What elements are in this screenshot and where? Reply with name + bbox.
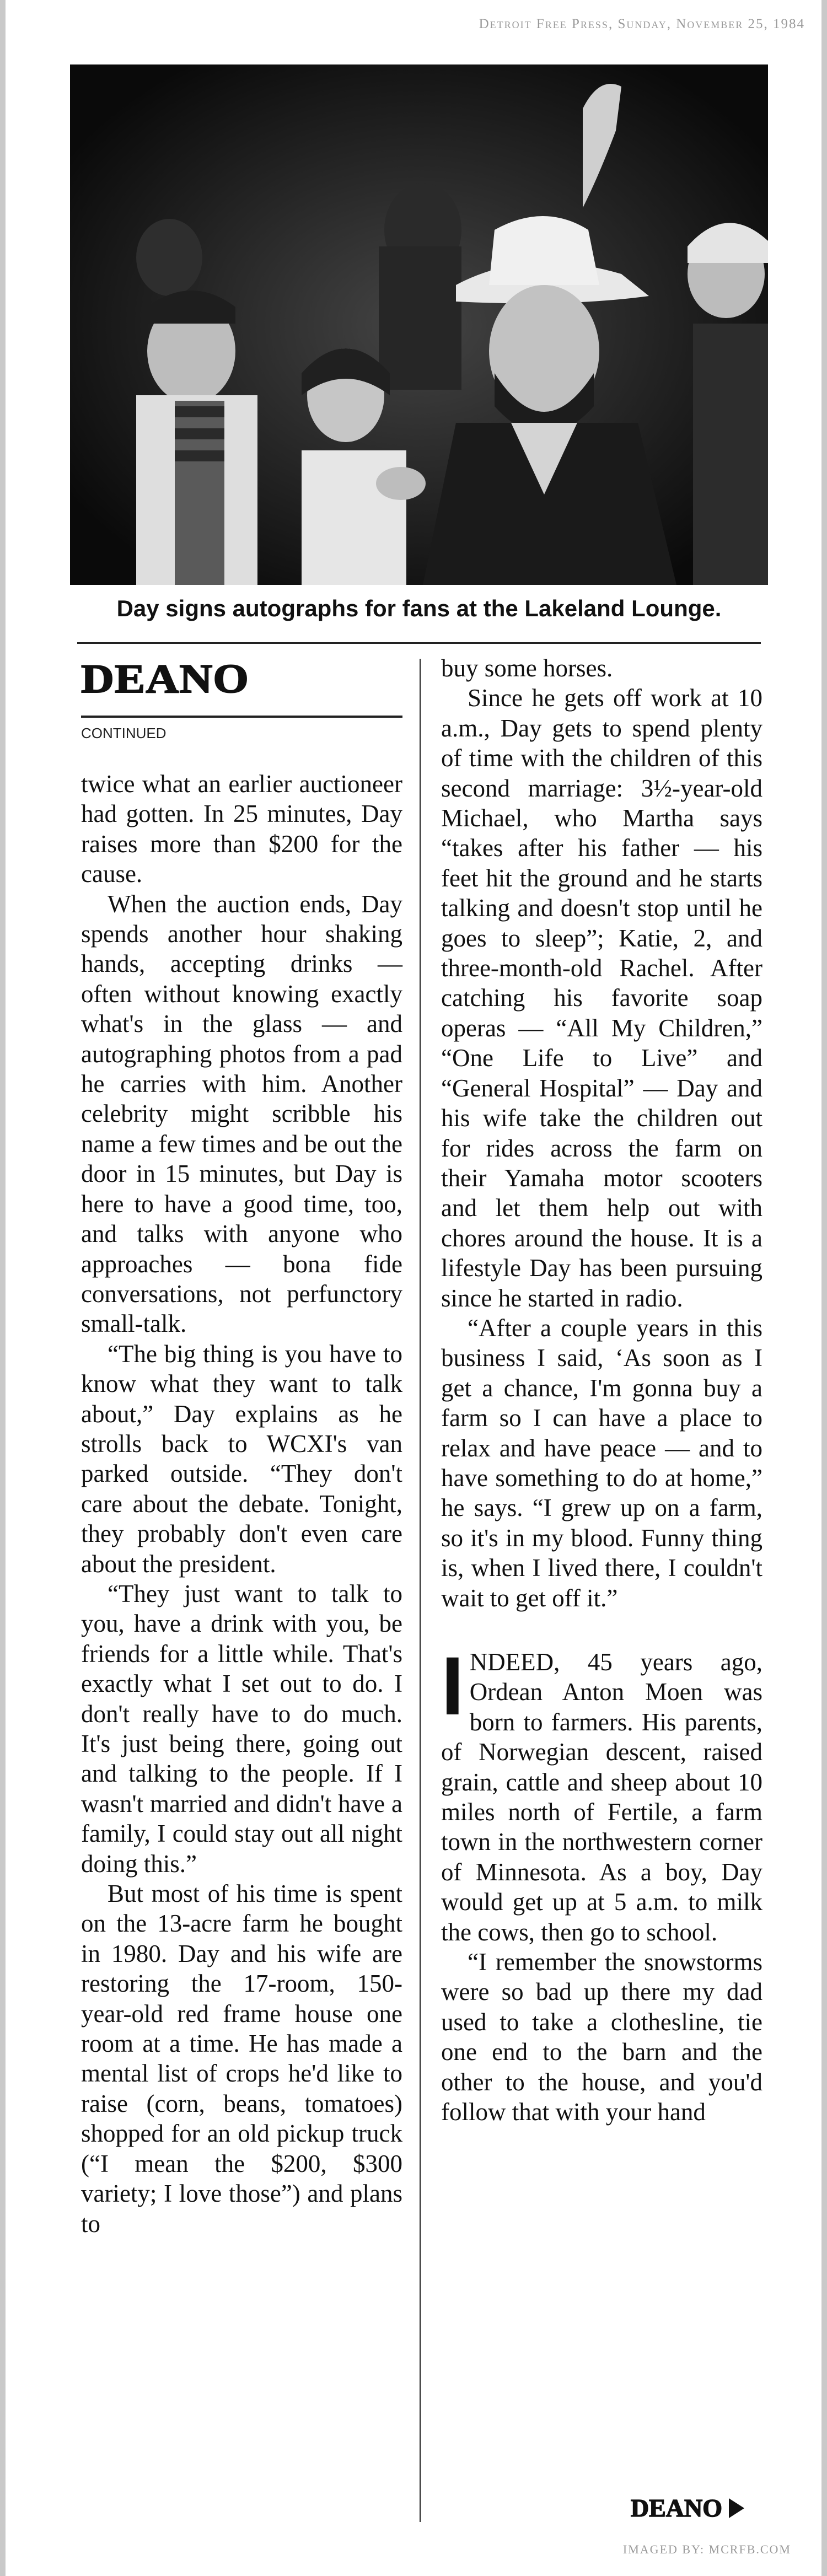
article-photo: [70, 64, 768, 585]
section-lead-paragraph: [441, 1639, 762, 1947]
paragraph: twice what an earlier auctioneer had gotten. In 25 minutes, Day raises more than $200 for the cause.: [81, 770, 402, 888]
photo-caption: Day signs autographs for fans at the Lakeland Lounge.: [116, 595, 722, 621]
section-break: [441, 1613, 762, 1647]
image-credit: IMAGED BY: MCRFB.COM: [622, 2542, 791, 2556]
autograph-photo-illustration: [70, 64, 768, 585]
continued-jump: [631, 2493, 744, 2523]
publication-dateline: Detroit Free Press, Sunday, November 25, 1984: [479, 17, 805, 31]
paragraph: When the auction ends, Day spends another hour shaking hands, accepting drinks — often without knowing exactly what's in the glass — and autographing photos from a pad he carries with him. Another celebrity might scribble his name a few times and be out the door in 15 minutes, but Day is here to have a good time, too, and talks with anyone who approaches — bona fide conversations, not perfunctory small-talk.: [81, 890, 402, 1338]
article-heading: DEANO: [81, 657, 249, 702]
article-column-1: [81, 769, 402, 2239]
column-divider: [420, 659, 421, 2522]
continued-label: CONTINUED: [81, 725, 167, 741]
drop-cap: I: [441, 1639, 464, 1732]
article-column-2: [441, 653, 762, 2127]
jump-label: DEANO: [630, 2494, 722, 2522]
paragraph: But most of his time is spent on the 13-acre farm he bought in 1980. Day and his wife are restoring the 17-room, 150-year-old red frame house one room at a time. He has made a mental list of crops he'd like to raise (corn, beans, tomatoes) shopped for an old pickup truck (“I mean the $200, $300 variety; I love those”) and plans to: [81, 1880, 402, 2238]
paragraph: “I remember the snowstorms were so bad up there my dad used to take a clothesline, tie one end to the barn and the other to the house, and you'd follow that with your hand: [441, 1948, 762, 2126]
paragraph: “They just want to talk to you, have a drink with you, be friends for a little while. That's exactly what I set out to do. I don't really have to do much. It's just being there, going out and talking to the people. If I wasn't married and didn't have a family, I could stay out all night doing this.”: [81, 1579, 402, 1878]
paragraph: buy some horses.: [441, 654, 613, 682]
paragraph: “The big thing is you have to know what they want to talk about,” Day explains as he strolls back to WCXI's van parked outside. “They don't care about the debate. Tonight, they probably don't even care about the president.: [81, 1340, 402, 1578]
triangle-right-icon: [729, 2498, 744, 2518]
caption-divider: [77, 642, 761, 644]
newspaper-page: [6, 0, 821, 2576]
heading-rule: [81, 716, 402, 718]
paragraph: Since he gets off work at 10 a.m., Day gets to spend plenty of time with the children of this second marriage: 3½-year-old Michael, who Martha says “takes after his father — his feet hit the ground and he starts talking and doesn't stop until he goes to sleep”; Katie, 2, and three-month-old Rachel. After catching his favorite soap operas — “All My Children,” “One Life to Live” and “General Hospital” — Day and his wife take the children out for rides across the farm on their Yamaha motor scooters and let them help out with chores around the house. It is a lifestyle Day has been pursuing since he started in radio.: [441, 684, 762, 1312]
section-lead-text: NDEED, 45 years ago, Ordean Anton Moen was born to farmers. His parents, of Norwegian descent, raised grain, cattle and sheep about 10 miles north of Fertile, a farm town in the northwestern corner of Minnesota. As a boy, Day would get up at 5 a.m. to milk the cows, then go to school.: [441, 1648, 762, 1946]
paragraph: “After a couple years in this business I said, ‘As soon as I get a chance, I'm gonna buy a farm so I can have a place to relax and have peace — and to have something to do at home,” he says. “I grew up on a farm, so it's in my blood. Funny thing is, when I lived there, I couldn't wait to get off it.”: [441, 1314, 762, 1612]
